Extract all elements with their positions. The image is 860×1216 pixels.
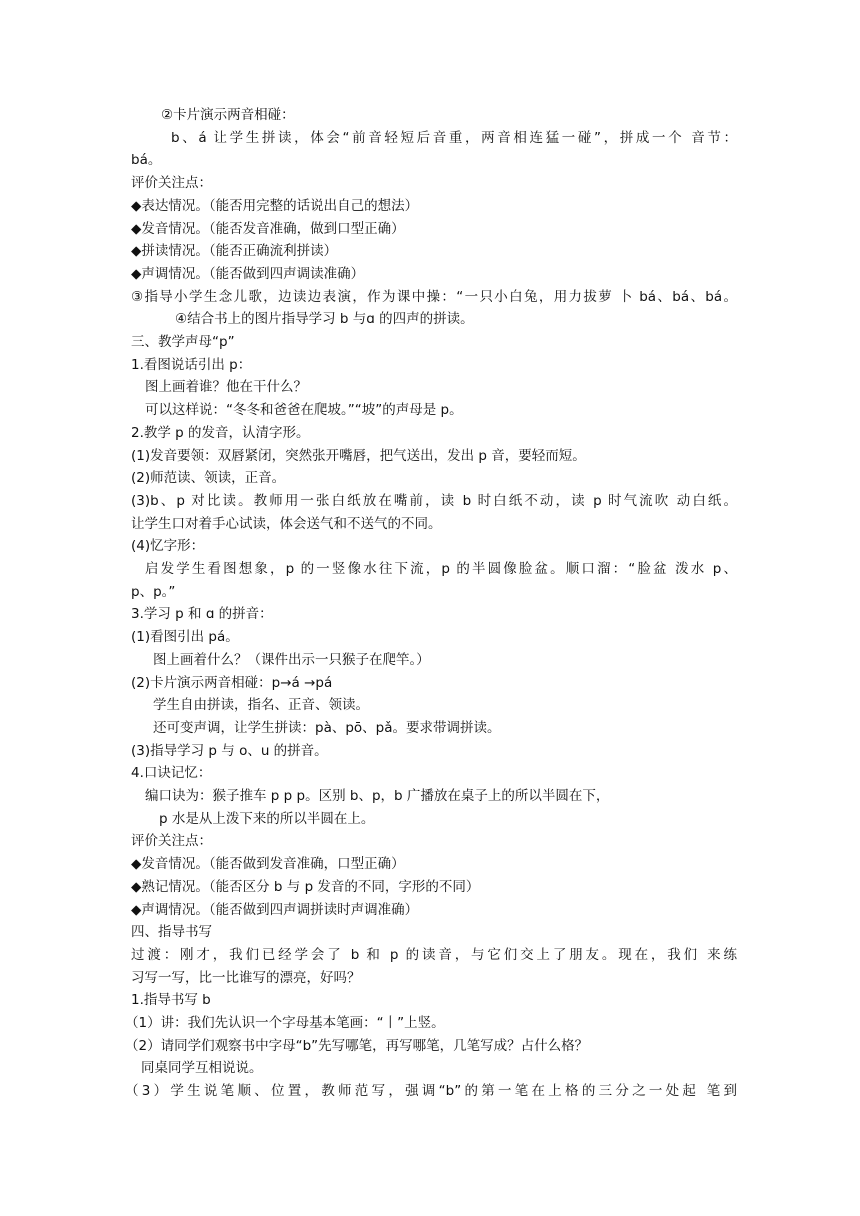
text-line: ◆发音情况。（能否发音准确，做到口型正确） (131, 220, 405, 237)
text-line: bá。 (131, 152, 162, 169)
text-line: 1.指导书写 b (131, 992, 211, 1009)
text-line: 还可变声调，让学生拼读：pà、pō、pǎ。要求带调拼读。 (153, 719, 501, 736)
text-line: (3)b、p 对比读。教师用一张白纸放在嘴前，读 b 时白纸不动，读 p 时气流吹 动白纸。 (131, 492, 737, 509)
text-line: 可以这样说：“冬冬和爸爸在爬坡。”“坡”的声母是 p。 (145, 402, 463, 419)
text-line: 四、指导书写 (131, 924, 212, 941)
text-line: p、p。” (131, 583, 176, 600)
text-line: （1）讲：我们先认识一个字母基本笔画：“丨”上竖。 (125, 1015, 445, 1031)
text-line: 评价关注点： (131, 175, 212, 192)
text-line: 编口诀为：猴子推车 p p p。区别 b、p，b 广播放在桌子上的所以半圆在下， (145, 788, 610, 804)
text-line: 习写一写，比一比谁写的漂亮，好吗？ (131, 969, 361, 986)
text-line: ◆发音情况。（能否做到发音准确，口型正确） (131, 856, 405, 873)
text-line: (3)指导学习 p 与 o、u 的拼音。 (131, 742, 328, 759)
text-line: 学生自由拼读，指名、正音、领读。 (153, 697, 369, 714)
text-line: 让学生口对着手心试读，体会送气和不送气的不同。 (131, 515, 442, 532)
text-line: （3）学生说笔顺、位置，教师范写，强调“b”的第一笔在上格的三分之一处起 笔到 (125, 1083, 737, 1100)
text-line: p 水是从上泼下来的所以半圆在上。 (159, 810, 375, 827)
text-line: 评价关注点： (131, 833, 212, 850)
text-line: ◆声调情况。（能否做到四声调拼读时声调准确） (131, 901, 419, 918)
text-line: (2)师范读、领读，正音。 (131, 470, 286, 487)
text-line: ③指导小学生念儿歌，边读边表演，作为课中操：“一只小白兔，用力拔萝 卜 bá、bá、bá。 (131, 288, 737, 305)
text-line: 同桌同学互相说说。 (141, 1060, 263, 1077)
text-line: 2.教学 p 的发音，认清字形。 (131, 424, 310, 441)
text-line: ◆拼读情况。（能否正确流利拼读） (131, 243, 338, 260)
text-line: （2）请同学们观察书中字母“b”先写哪笔，再写哪笔，几笔写成？占什么格？ (125, 1037, 589, 1054)
text-line: ②卡片演示两音相碰： (161, 107, 295, 123)
text-line: 过渡：刚才，我们已经学会了 b 和 p 的读音，与它们交上了朋友。现在，我们 来练 (131, 946, 737, 963)
text-line: (1)看图引出 pá。 (131, 629, 239, 646)
text-line: (2)卡片演示两音相碰：p→á →pá (131, 674, 333, 691)
text-line: ◆熟记情况。（能否区分 b 与 p 发音的不同，字形的不同） (131, 878, 480, 895)
text-line: 图上画着什么？（课件出示一只猴子在爬竿。） (153, 651, 430, 668)
text-line: ◆声调情况。（能否做到四声调读准确） (131, 265, 365, 282)
text-line: 3.学习 p 和 ɑ 的拼音： (131, 606, 273, 623)
text-line: 4.口诀记忆： (131, 765, 212, 782)
text-line: ◆表达情况。（能否用完整的话说出自己的想法） (131, 197, 419, 214)
text-line: b、á 让学生拼读，体会“前音轻短后音重，两音相连猛一碰”，拼成一个 音节： (171, 129, 737, 146)
text-line: 三、教学声母“p” (131, 334, 235, 350)
text-line: 启发学生看图想象，p 的一竖像水往下流，p 的半圆像脸盆。顺口溜：“脸盆 泼水 p、 (145, 561, 737, 577)
text-line: (1)发音要领：双唇紧闭，突然张开嘴唇，把气送出，发出 p 音，要轻而短。 (131, 447, 586, 464)
text-line: 图上画着谁？他在干什么？ (145, 379, 307, 396)
text-line: ④结合书上的图片指导学习 b 与ɑ 的四声的拼读。 (175, 311, 474, 328)
text-line: (4)忆字形： (131, 538, 205, 555)
text-line: 1.看图说话引出 p： (131, 356, 252, 373)
